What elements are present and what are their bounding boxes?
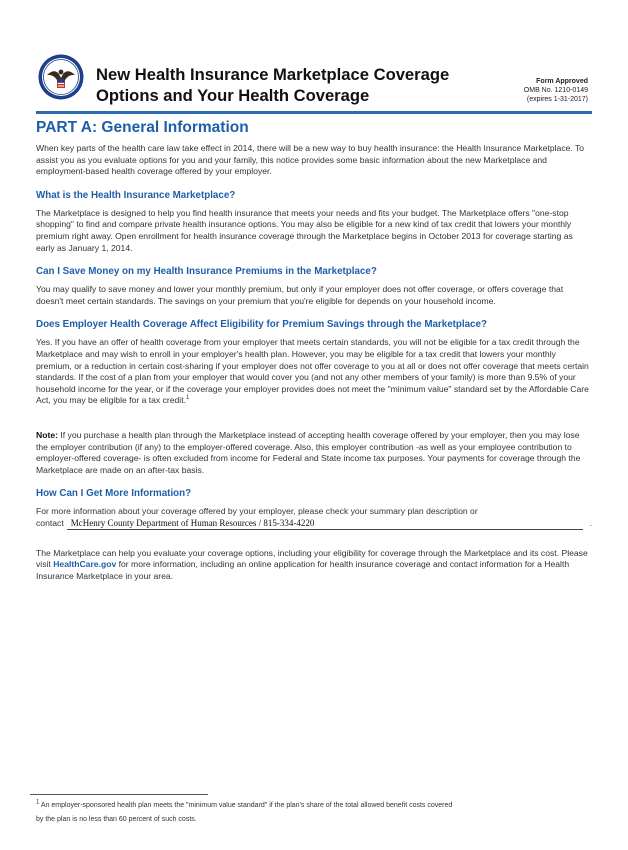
footnote-ref: 1 — [185, 395, 190, 402]
expiration-date: (expires 1-31-2017) — [526, 96, 588, 104]
closing-paragraph — [36, 548, 592, 583]
notice-title-line2: Options and Your Health Coverage — [96, 86, 370, 105]
save-money-paragraph: You may qualify to save money and lower your monthly premium, but only if your employer does not offer coverage, or offers coverage that doesn't meet certain standards. The savings on your premium that you're eligible for depends on your household income. — [36, 284, 564, 306]
contact-line — [36, 518, 592, 530]
part-a-heading: PART A: General Information — [36, 119, 249, 136]
contact-field: McHenry County Department of Human Resources / 815-334-4220 — [67, 518, 583, 530]
footnote-marker: 1 — [36, 799, 40, 806]
footnote-divider — [30, 794, 208, 795]
marketplace-heading: What is the Health Insurance Marketplace? — [36, 189, 236, 201]
notice-title-line1: New Health Insurance Marketplace Coverage — [96, 65, 450, 84]
department-of-labor-seal-icon — [38, 54, 84, 100]
eligibility-text: Yes. If you have an offer of health coverage from your employer that meets certain standards, you will not be eligible for a tax credit through the Marketplace and may wish to enroll in your employer's health plan. However, you may be eligible for a tax credit that lowers your monthly premium, or a reduction in certain cost-sharing if your employer does not offer coverage to you at all or does not offer coverage that meets certain standards. If the cost of a plan from your employer that would cover you (and not any other members of your family) is more than 9.5% of your household income for the year, or if the coverage your employer provides does not meet the "minimum value" standard set by the Affordable Care Act, you may be eligible for a tax credit. — [36, 337, 589, 406]
eligibility-heading: Does Employer Health Coverage Affect Eligibility for Premium Savings through the Marketplace? — [36, 319, 487, 331]
footnote-line2: by the plan is no less than 60 percent of such costs. — [36, 816, 197, 823]
header-divider — [36, 111, 592, 114]
intro-paragraph: When key parts of the health care law take effect in 2014, there will be a new way to buy health insurance: the Health Insurance Marketplace. To assist you as you evaluate options for you and your family, this notice provides some basic information about the new Marketplace and employment-based health coverage offered by your employer. — [36, 143, 585, 177]
footnote-text-line1: An employer-sponsored health plan meets the "minimum value standard" if the plan's share of the total allowed benefit costs covered — [40, 802, 453, 809]
note-text: If you purchase a health plan through the Marketplace instead of accepting health coverage offered by your employer, then you may lose the employer contribution (if any) to the employer-offered coverage. Also, this employer contribution -as well as your employee contribution to employer-offered coverage- is often excluded from income for Federal and State income tax purposes. Your payments for coverage through the Marketplace are made on an after-tax basis. — [36, 429, 581, 475]
notice-title — [96, 64, 476, 106]
note-label: Note: — [36, 429, 58, 440]
note-paragraph — [36, 430, 592, 476]
form-approval-block — [488, 77, 588, 105]
closing-text-pre: The Marketplace can help you evaluate your coverage options, including your eligibility for coverage through the Marketplace and its cost. Please visit — [36, 547, 588, 570]
healthcare-gov-link[interactable]: HealthCare.gov — [53, 559, 117, 570]
footnote — [36, 799, 592, 827]
contact-period: . — [589, 518, 592, 529]
form-approved-label: Form Approved — [536, 78, 588, 85]
save-money-heading: Can I Save Money on my Health Insurance Premiums in the Marketplace? — [36, 266, 377, 278]
contact-label: contact — [36, 518, 64, 529]
more-info-heading: How Can I Get More Information? — [36, 488, 192, 500]
omb-number: OMB No. 1210-0149 — [523, 87, 588, 95]
notice-body — [36, 143, 592, 583]
footnote-line1 — [36, 799, 592, 813]
marketplace-paragraph: The Marketplace is designed to help you find health insurance that meets your needs and fits your budget. The Marketplace offers "one-stop shopping" to find and compare private health insurance options. You may also be eligible for a new kind of tax credit that lowers your monthly premium right away. Open enrollment for health insurance coverage through the Marketplace begins in October 2013 for coverage starting as early as January 1, 2014. — [36, 207, 573, 253]
more-info-paragraph: For more information about your coverage offered by your employer, please check your summary plan description or — [36, 506, 478, 517]
eligibility-paragraph — [36, 337, 592, 407]
closing-text-post: for more information, including an online application for health insurance coverage and contact information for a Health Insurance Marketplace in your area. — [36, 559, 570, 582]
